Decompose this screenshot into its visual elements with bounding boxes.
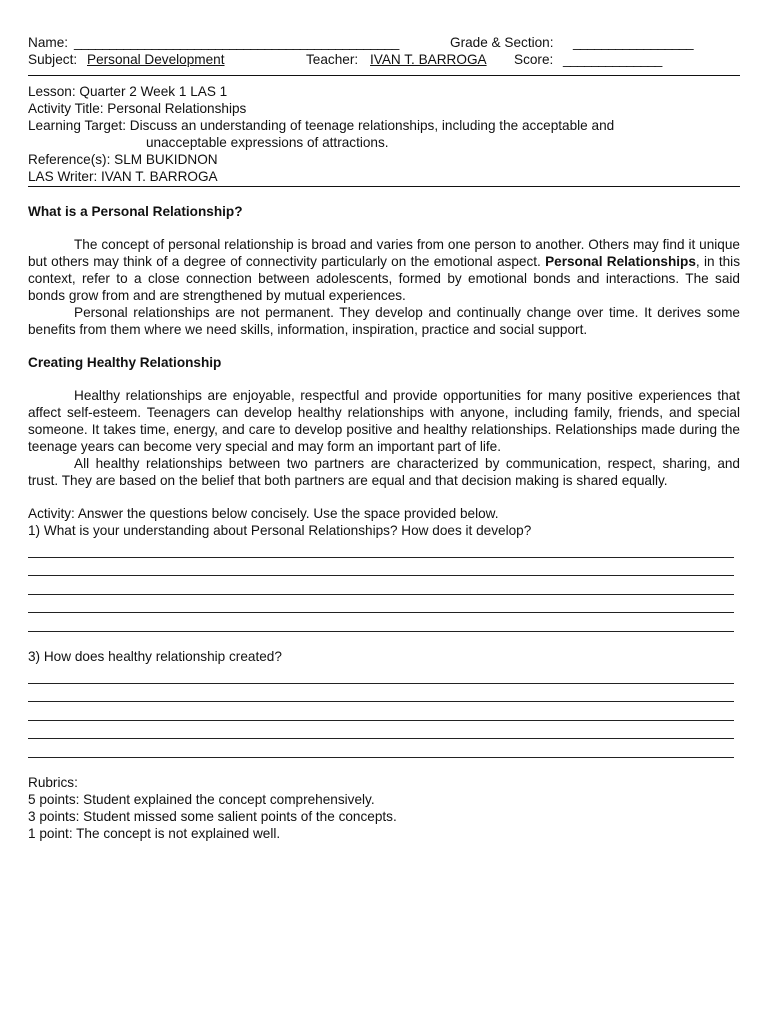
rubrics-title: Rubrics: <box>28 774 78 790</box>
term-personal-relationships: Personal Relationships <box>545 254 696 269</box>
section2-heading: Creating Healthy Relationship <box>28 355 222 370</box>
name-field[interactable]: ______________________________________________ <box>74 35 399 50</box>
name-label: Name: <box>28 35 69 50</box>
teacher-value: IVAN T. BARROGA <box>370 52 487 67</box>
lesson-meta <box>28 83 740 185</box>
section2-paragraph-2: All healthy relationships between two partners are characterized by communication, respect, sharing, and trust. They are based on the belief that both partners are equal and that decision making is shared equally. <box>28 456 740 488</box>
name-row <box>28 34 740 51</box>
reference-line: Reference(s): SLM BUKIDNON <box>28 152 218 167</box>
teacher-label: Teacher: <box>306 52 359 67</box>
worksheet-page <box>28 34 740 842</box>
section1-paragraph-2: Personal relationships are not permanent. They develop and continually change over time. It derives some benefits from them where we need skills, information, inspiration, practice and social support. <box>28 305 740 337</box>
grade-label: Grade & Section: <box>450 35 554 50</box>
answer-line[interactable] <box>28 665 734 684</box>
answer-line[interactable] <box>28 684 734 703</box>
question-3: 3) How does healthy relationship created? <box>28 648 282 664</box>
grade-field[interactable]: _________________ <box>573 35 694 50</box>
answer-line[interactable] <box>28 702 734 721</box>
learning-target-line: Learning Target: Discuss an understanding of teenage relationships, including the acceptable and <box>28 118 615 133</box>
section1-heading: What is a Personal Relationship? <box>28 204 243 219</box>
answer-line[interactable] <box>28 558 734 577</box>
answer-line[interactable] <box>28 595 734 614</box>
answer-line[interactable] <box>28 539 734 558</box>
meta-divider <box>28 186 740 187</box>
section2-paragraph-1: Healthy relationships are enjoyable, respectful and provide opportunities for many positive experiences that affect self-esteem. Teenagers can develop healthy relationships with anyone, including family, friends, and special someone. It takes time, energy, and care to develop positive and healthy relationships. Relationships made during the teenage years can become very special and may form an important part of life. <box>28 388 740 454</box>
answer-line[interactable] <box>28 721 734 740</box>
lesson-line: Lesson: Quarter 2 Week 1 LAS 1 <box>28 84 228 99</box>
answer-line[interactable] <box>28 576 734 595</box>
rubric-1-point: 1 point: The concept is not explained well. <box>28 825 281 841</box>
score-field[interactable]: ______________ <box>563 52 662 67</box>
subject-label: Subject: <box>28 52 78 67</box>
rubric-5-points: 5 points: Student explained the concept comprehensively. <box>28 791 375 807</box>
learning-target-continuation: unacceptable expressions of attractions. <box>146 135 389 150</box>
subject-value: Personal Development <box>87 52 225 67</box>
rubrics <box>28 774 740 842</box>
question-1: 1) What is your understanding about Personal Relationships? How does it develop? <box>28 523 532 538</box>
subject-row <box>28 51 740 68</box>
header-divider <box>28 75 740 76</box>
answer-area-1[interactable] <box>28 539 740 632</box>
answer-area-3[interactable] <box>28 665 740 758</box>
answer-line[interactable] <box>28 739 734 758</box>
answer-line[interactable] <box>28 613 734 632</box>
rubric-3-points: 3 points: Student missed some salient points of the concepts. <box>28 808 397 824</box>
writer-line: LAS Writer: IVAN T. BARROGA <box>28 169 218 184</box>
activity-title-line: Activity Title: Personal Relationships <box>28 101 247 116</box>
score-label: Score: <box>514 52 554 67</box>
section1-paragraph-1: The concept of personal relationship is broad and varies from one person to another. Others may find it unique but others may think of a degree of connectivity particularly on the emotional aspect. Personal Relationships, in this context, refer to a close connection between adolescents, formed by emotional bonds and interactions. The said bonds grow from and are strengthened by mutual experiences. <box>28 237 740 303</box>
activity-instruction: Activity: Answer the questions below concisely. Use the space provided below. <box>28 506 499 521</box>
